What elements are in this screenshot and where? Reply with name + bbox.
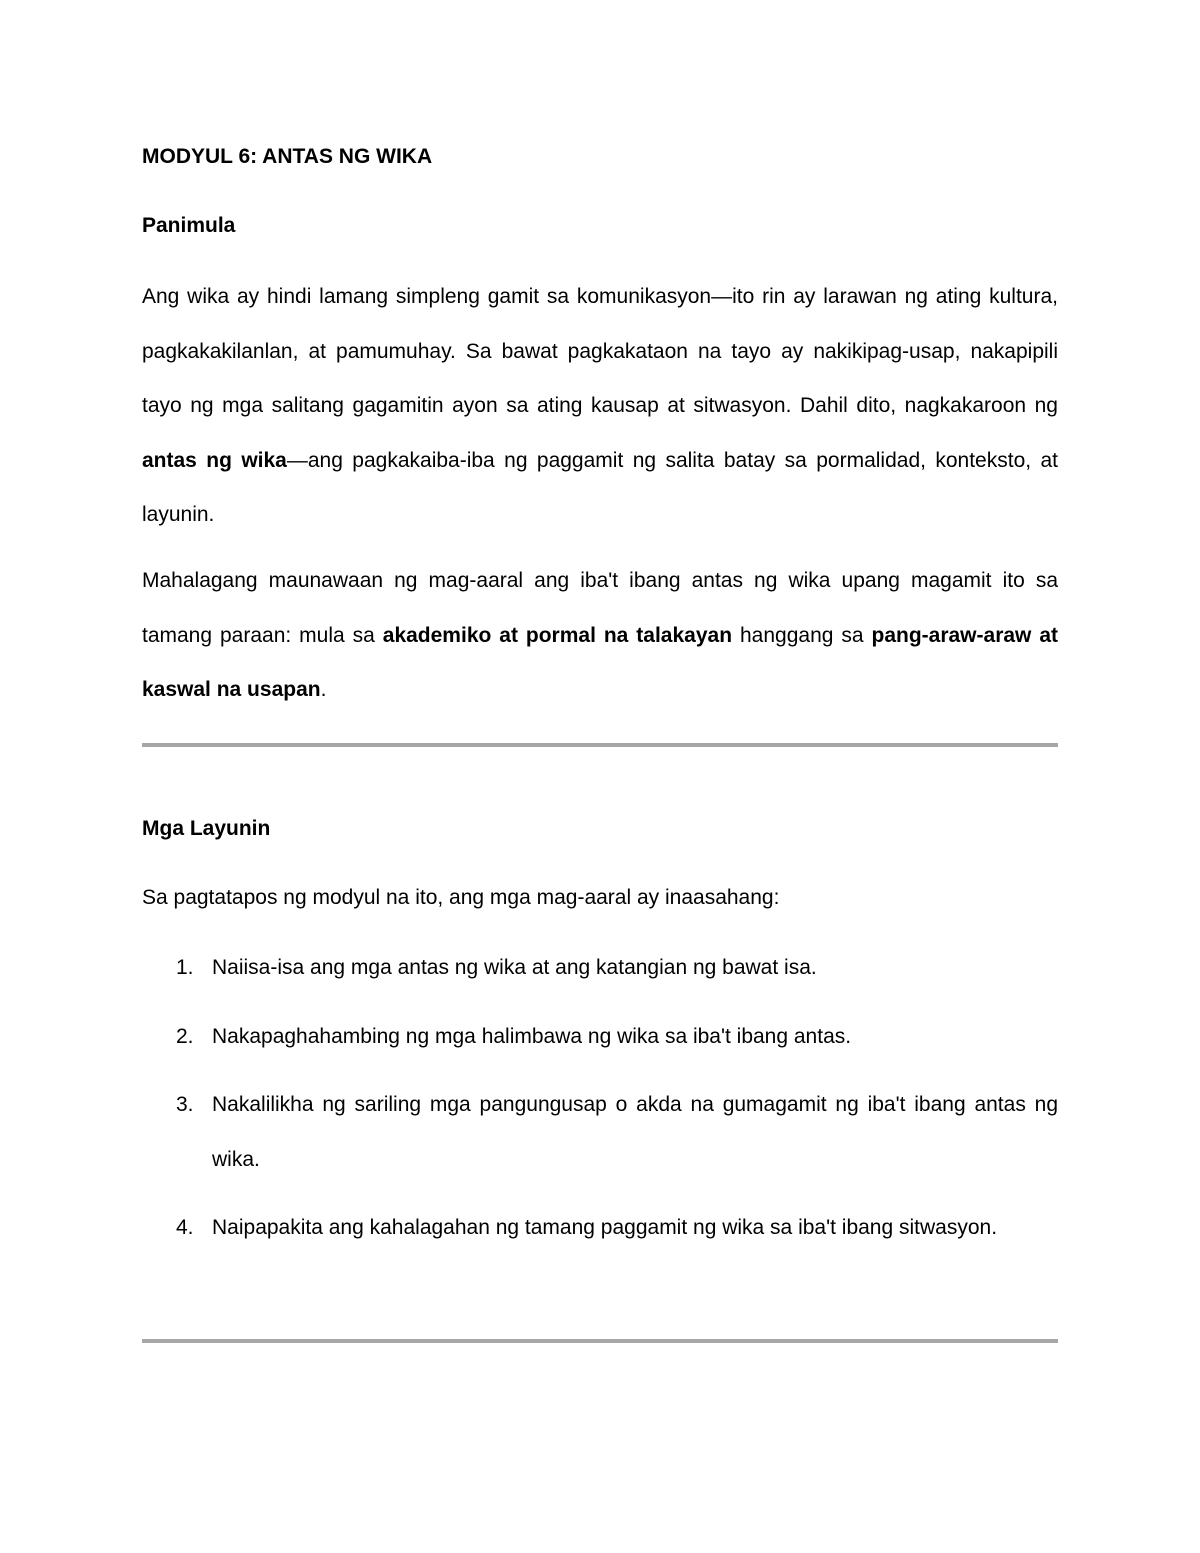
objective-text: Naiisa-isa ang mga antas ng wika at ang katangian ng bawat isa. (212, 956, 817, 979)
objective-text: Nakalilikha ng sariling mga pangungusap o akda na gumagamit ng iba't ibang antas ng wika. (212, 1093, 1058, 1171)
objective-text: Nakapaghahambing ng mga halimbawa ng wika sa iba't ibang antas. (212, 1024, 852, 1048)
objective-item (142, 1201, 1058, 1256)
objective-number: 2. (176, 1024, 194, 1048)
panimula-p1-text-a: Ang wika ay hindi lamang simpleng gamit sa komunikasyon—ito rin ay larawan ng ating kultura, pagkakakilanlan, at pamumuhay. Sa bawat pagkakataon na tayo ay nakikipag-usap, nakapipili tayo ng mga salitang gagamitin ayon sa ating kausap at sitwasyon. Dahil dito, nagkakaroon ng (142, 285, 1058, 417)
objective-number: 4. (176, 1216, 194, 1239)
objective-item (142, 1010, 1058, 1065)
panimula-p1-text-b: —ang pagkakaiba-iba ng paggamit ng salita batay sa pormalidad, konteksto, at layunin. (142, 448, 1058, 526)
objective-item (142, 1078, 1058, 1187)
horizontal-divider (142, 743, 1058, 747)
panimula-p2-text-a: Mahalagang maunawaan ng mag-aaral ang iba't ibang antas ng wika upang magamit ito sa tamang paraan: mula sa (142, 569, 1058, 647)
panimula-p1-bold-term: antas ng wika (142, 448, 287, 472)
horizontal-divider (142, 1339, 1058, 1343)
panimula-p2-bold-term-1: akademiko at pormal na talakayan (382, 623, 733, 647)
objective-number: 1. (176, 956, 194, 979)
panimula-paragraph-2 (142, 554, 1058, 718)
panimula-paragraph-1 (142, 270, 1058, 543)
section-heading-layunin: Mga Layunin (142, 817, 271, 840)
module-title: MODYUL 6: ANTAS NG WIKA (142, 145, 433, 168)
objective-item (142, 941, 1058, 996)
objectives-list (142, 941, 1058, 1270)
panimula-p2-text-c: . (320, 678, 327, 701)
objective-text: Naipapakita ang kahalagahan ng tamang paggamit ng wika sa iba't ibang sitwasyon. (212, 1216, 998, 1239)
layunin-intro: Sa pagtatapos ng modyul na ito, ang mga mag-aaral ay inaasahang: (142, 886, 780, 909)
panimula-p2-bold-term-2: pang-araw-araw at kaswal na usapan (142, 623, 1058, 701)
panimula-p2-text-b: hanggang sa (732, 623, 872, 647)
objective-number: 3. (176, 1093, 194, 1116)
section-heading-panimula: Panimula (142, 214, 236, 237)
